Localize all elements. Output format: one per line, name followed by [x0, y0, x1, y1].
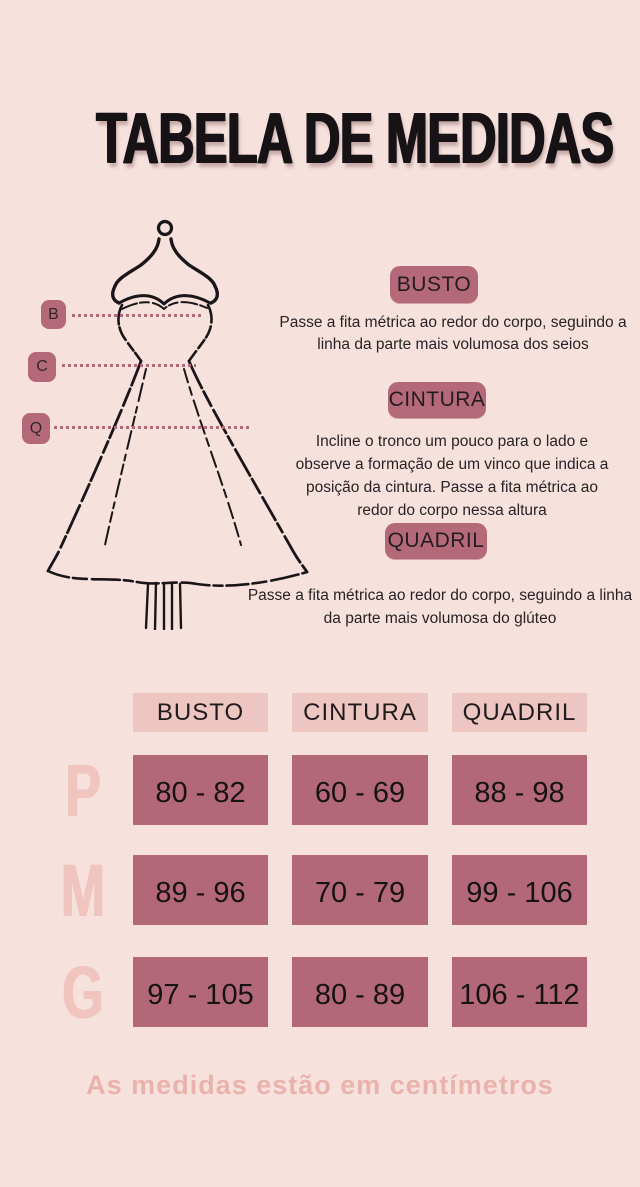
quadril-description-line: da parte mais volumosa do glúteo: [323, 610, 557, 627]
hip-measure-dotted-line: [54, 426, 250, 429]
page-title: TABELA DE MEDIDAS: [96, 99, 614, 179]
cintura-description-line: posição da cintura. Passe a fita métrica ao: [305, 479, 599, 496]
table-cell-p-cintura: 60 - 69: [292, 755, 428, 825]
cintura-description-line: observe a formação de um vinco que indica a: [295, 456, 609, 473]
units-note: As medidas estão em centímetros: [86, 1070, 554, 1100]
size-label-p: P: [65, 748, 101, 832]
busto-description: [268, 312, 638, 356]
waist-measure-dotted-line: [62, 364, 196, 367]
cintura-description: [252, 430, 640, 522]
dress-illustration: [45, 215, 325, 630]
table-cell-g-quadril: 106 - 112: [452, 957, 587, 1027]
table-cell-m-busto: 89 - 96: [133, 855, 268, 925]
busto-section-badge: BUSTO: [390, 266, 478, 303]
waist-letter-badge: C: [28, 352, 56, 382]
bust-measure-dotted-line: [72, 314, 204, 317]
table-cell-p-busto: 80 - 82: [133, 755, 268, 825]
table-cell-p-quadril: 88 - 98: [452, 755, 587, 825]
table-header-busto: BUSTO: [133, 693, 268, 732]
table-header-cintura: CINTURA: [292, 693, 428, 732]
cintura-section-badge: CINTURA: [388, 382, 486, 418]
busto-description-line: linha da parte mais volumosa dos seios: [317, 336, 589, 353]
quadril-description-line: Passe a fita métrica ao redor do corpo, seguindo a linha: [247, 587, 633, 604]
size-label-m: M: [60, 848, 106, 932]
table-cell-g-busto: 97 - 105: [133, 957, 268, 1027]
hip-letter-badge: Q: [22, 413, 50, 444]
cintura-description-line: Incline o tronco um pouco para o lado e: [315, 433, 589, 450]
table-cell-m-quadril: 99 - 106: [452, 855, 587, 925]
cintura-description-line: redor do corpo nessa altura: [357, 502, 547, 519]
table-cell-g-cintura: 80 - 89: [292, 957, 428, 1027]
hanger-ring-icon: [159, 222, 172, 235]
busto-description-line: Passe a fita métrica ao redor do corpo, seguindo a: [279, 314, 627, 331]
bust-letter-badge: B: [41, 300, 66, 329]
quadril-description: [228, 584, 640, 630]
table-header-quadril: QUADRIL: [452, 693, 587, 732]
quadril-section-badge: QUADRIL: [385, 523, 487, 559]
table-cell-m-cintura: 70 - 79: [292, 855, 428, 925]
size-label-g: G: [62, 950, 104, 1034]
